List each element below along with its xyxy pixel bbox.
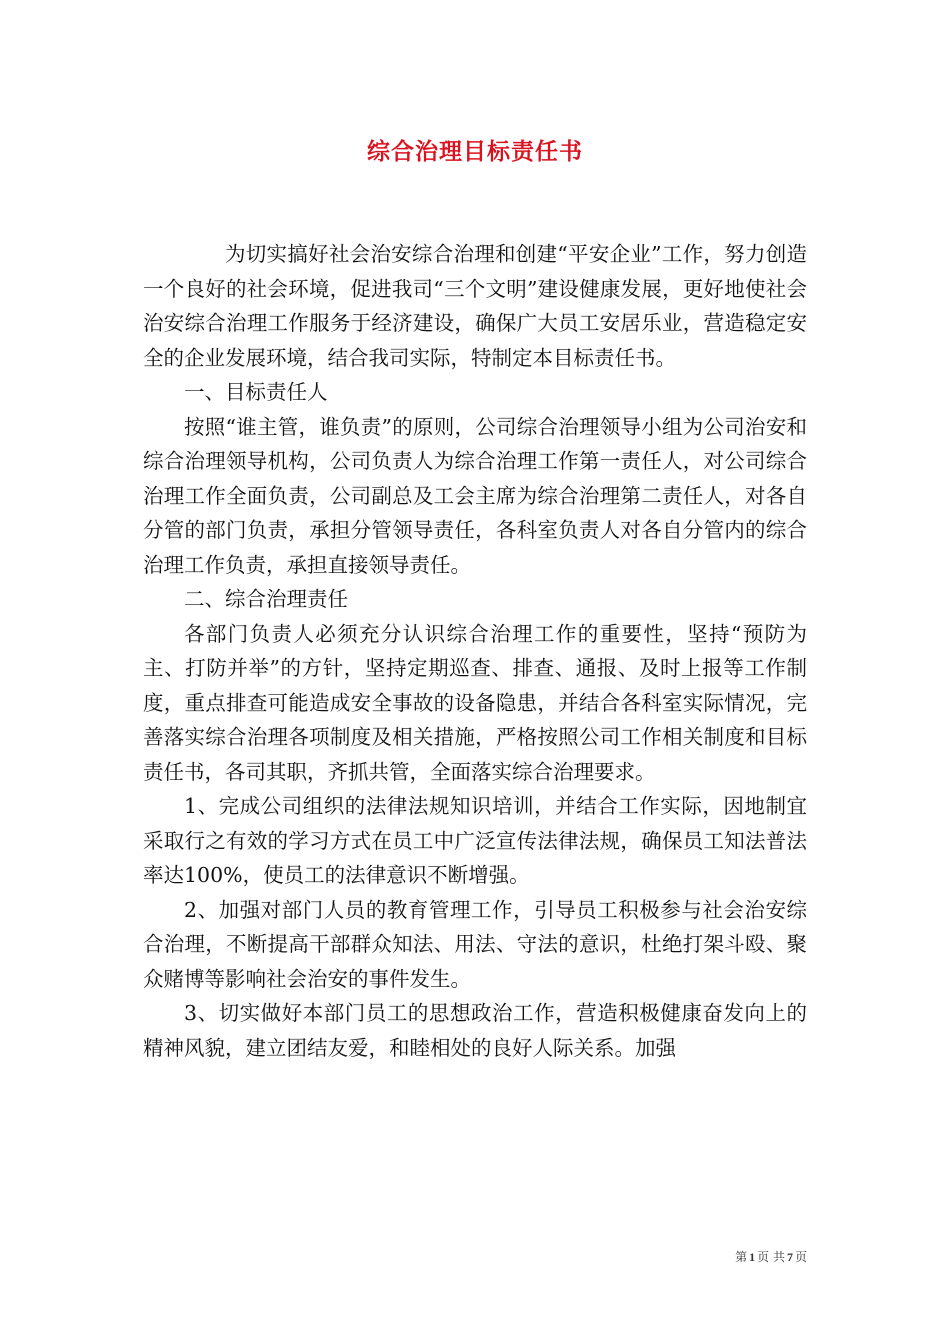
- section-heading-1: 一、目标责任人: [184, 380, 328, 404]
- footer-total-pages: 7: [786, 1250, 793, 1264]
- paragraph-responsibilities: 各部门负责人必须充分认识综合治理工作的重要性，坚持“预防为主、打防并举”的方针，坚持定期巡查、排查、通报、及时上报等工作制度，重点排查可能造成安全事故的设备隐患，并结合各科室实际情况，完善落实综合治理各项制度及相关措施，严格按照公司工作相关制度和目标责任书，各司其职，齐抓共管，全面落实综合治理要求。: [143, 621, 807, 784]
- footer-prefix: 第: [735, 1250, 748, 1264]
- list-item-1: 1、完成公司组织的法律法规知识培训，并结合工作实际，因地制宜采取行之有效的学习方式在员工中广泛宣传法律法规，确保员工知法普法率达100%，使员工的法律意识不断增强。: [143, 794, 807, 887]
- document-body: [143, 237, 807, 1065]
- list-item-3: 3、切实做好本部门员工的思想政治工作，营造积极健康奋发向上的精神风貌，建立团结友爱，和睦相处的良好人际关系。加强: [143, 1001, 807, 1060]
- footer-middle: 页 共: [757, 1250, 785, 1264]
- footer-suffix: 页: [794, 1250, 807, 1264]
- intro-paragraph: 为切实搞好社会治安综合治理和创建“平安企业”工作，努力创造一个良好的社会环境，促进我司“三个文明”建设健康发展，更好地使社会治安综合治理工作服务于经济建设，确保广大员工安居乐业，营造稳定安全的企业发展环境，结合我司实际，特制定本目标责任书。: [143, 242, 807, 370]
- page-footer: [735, 1248, 807, 1265]
- footer-page-number: 1: [749, 1250, 756, 1264]
- paragraph-responsible-persons: 按照“谁主管，谁负责”的原则，公司综合治理领导小组为公司治安和综合治理领导机构，公司负责人为综合治理工作第一责任人，对公司综合治理工作全面负责，公司副总及工会主席为综合治理第二责任人，对各自分管的部门负责，承担分管领导责任，各科室负责人对各自分管内的综合治理工作负责，承担直接领导责任。: [143, 414, 807, 577]
- list-item-2: 2、加强对部门人员的教育管理工作，引导员工积极参与社会治安综合治理，不断提高干部群众知法、用法、守法的意识，杜绝打架斗殴、聚众赌博等影响社会治安的事件发生。: [143, 897, 807, 991]
- page-title: 综合治理目标责任书: [367, 138, 583, 165]
- section-heading-2: 二、综合治理责任: [184, 587, 348, 611]
